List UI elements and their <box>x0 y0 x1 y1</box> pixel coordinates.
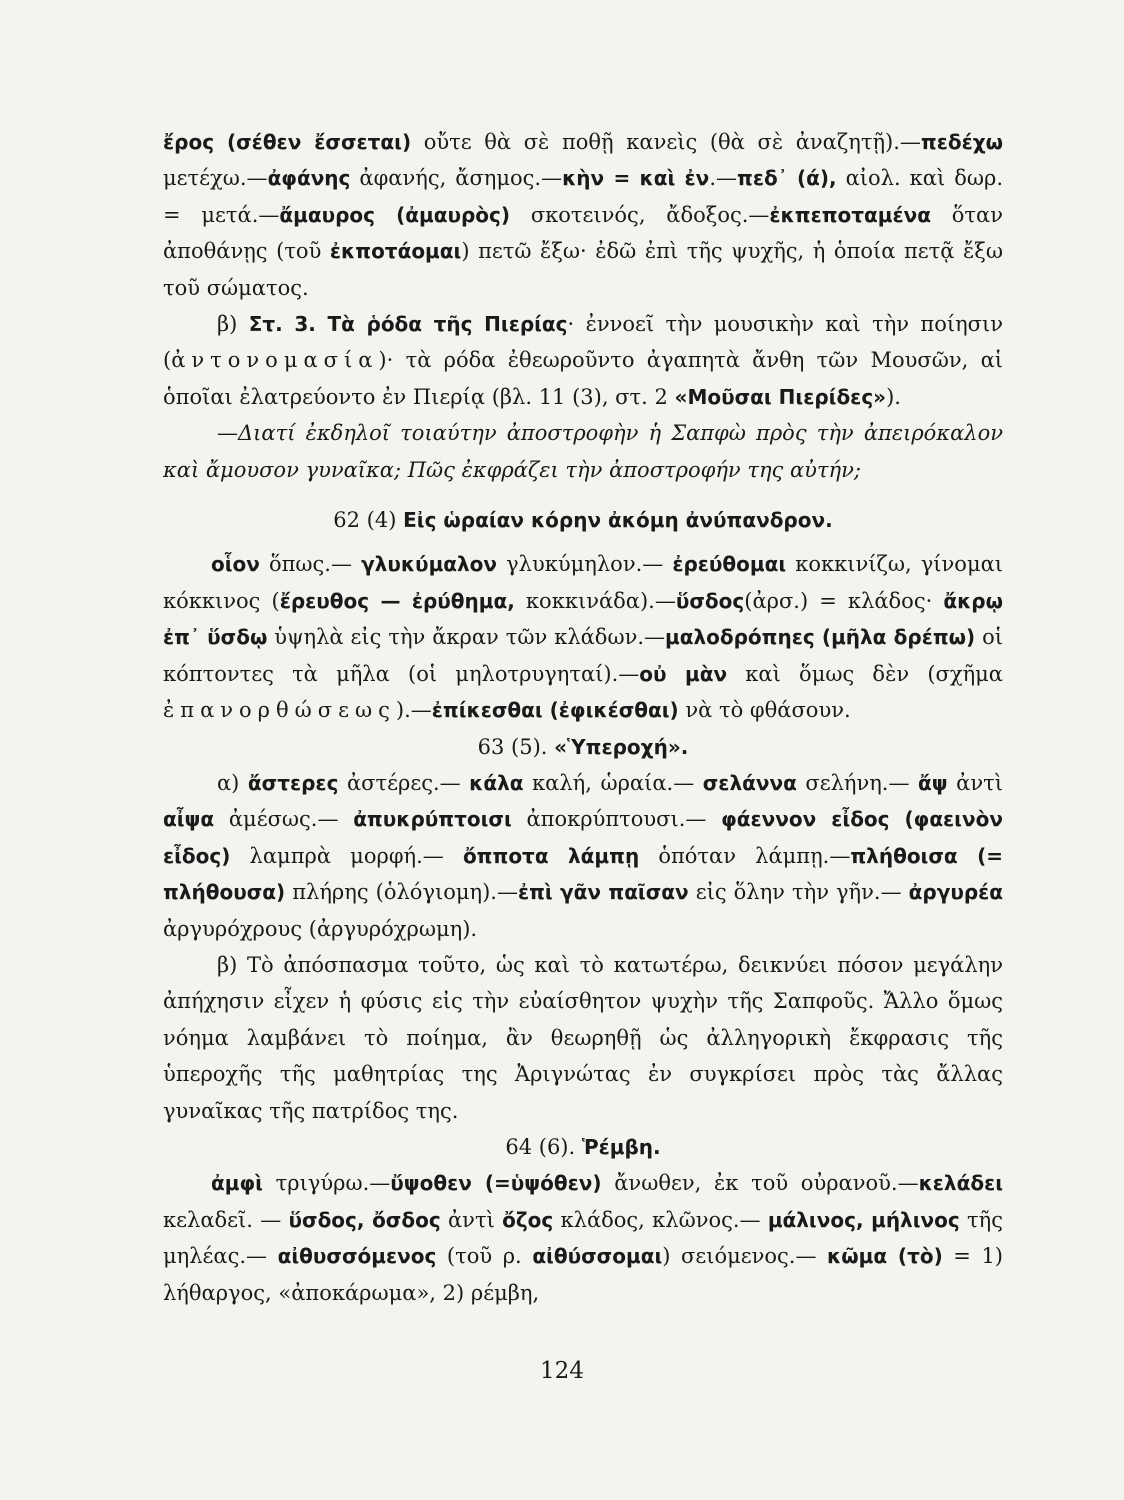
paragraph-glossary-62: οἷον ὅπως.— γλυκύμαλον γλυκύμηλον.— ἐρεύθομαι κοκκινίζω, γίνομαι κόκκινος (ἔρευθος — ἐρύθημα, κοκκινάδα).—ὕσδος(ἀρσ.) = κλάδος· ἄκρῳ ἐπ᾽ ὕσδῳ ὑψηλὰ εἰς τὴν ἄκραν τῶν κλάδων.—μαλοδρόπηες (μῆλα δρέπω) οἱ κόπτοντες τὰ μῆλα (οἱ μηλοτρυγηταί).—οὐ μὰν καὶ ὅμως δὲν (σχῆμα ἐπανορθώσεως).—ἐπίκεσθαι (ἐφικέσθαι) νὰ τὸ φθάσουν. <box>163 552 1004 723</box>
term: ἄψ <box>918 770 948 795</box>
term: πεδ᾽ (ά), <box>737 166 837 191</box>
term: μάλινος, μήλινος <box>767 1207 960 1232</box>
term: κὴν = καὶ ἐν <box>562 166 710 191</box>
paragraph-glossary-61: ἔρος (σέθεν ἔσσεται) οὔτε θὰ σὲ ποθῇ κανεὶς (θὰ σὲ ἀναζητῇ).—πεδέχω μετέχω.—ἀφάνης ἀφανής, ἄσημος.—κὴν = καὶ ἐν.—πεδ᾽ (ά), αἰολ. καὶ δωρ. = μετά.—ἄμαυρος (ἀμαυρὸς) σκοτεινός, ἄδοξος.—ἐκπεποταμένα ὅταν ἀποθάνῃς (τοῦ ἐκποτάομαι) πετῶ ἔξω· ἐδῶ ἐπὶ τῆς ψυχῆς, ἡ ὁποία πετᾷ ἔξω τοῦ σώματος. <box>163 130 1003 300</box>
term: ὔψοθεν (=ὑψόθεν) <box>390 1171 602 1196</box>
term: ὕσδος <box>675 588 745 613</box>
term: Στ. 3. Τὰ ῥόδα τῆς Πιερίας <box>248 312 568 337</box>
paragraph-glossary-64: ἀμφὶ τριγύρω.—ὔψοθεν (=ὑψόθεν) ἄνωθεν, ἐκ τοῦ οὐρανοῦ.—κελάδει κελαδεῖ. — ὕσδος, ὄσδος ἀντὶ ὄζος κλάδος, κλῶνος.— μάλινος, μήλινος τῆς μηλέας.— αἰθυσσόμενος (τοῦ ρ. αἰθύσσομαι) σειόμενος.— κῶμα (τὸ) = 1) λήθαργος, «ἀποκάρωμα», 2) ρέμβη, <box>163 1171 1003 1305</box>
term: ἔρευθος — ἐρύθημα, <box>279 588 515 613</box>
term: οὐ μὰν <box>639 661 728 686</box>
term: ἄμαυρος (ἀμαυρὸς) <box>279 202 511 227</box>
term: κελάδει <box>918 1171 1003 1196</box>
spaced-term: ἀντονομασία <box>171 348 379 373</box>
section-heading-63: 63 (5). «Ὑπεροχή». <box>477 734 689 759</box>
term: ὕσδος, ὄσδος <box>288 1207 441 1232</box>
term: ἐρεύθομαι <box>672 552 787 577</box>
page-number: 124 <box>540 1358 584 1384</box>
term: «Μοῦσαι Πιερίδες» <box>674 384 887 409</box>
term: κῶμα (τὸ) <box>827 1244 943 1269</box>
term: φάεννον εἶδος (φαεινὸν εἶδος) <box>163 807 1003 868</box>
term: ἐπίκεσθαι (ἐφικέσθαι) <box>431 698 679 723</box>
page-body <box>163 124 1003 1311</box>
term: ἀμφὶ <box>211 1171 263 1196</box>
term: πλήθοισα (= πλήθουσα) <box>163 843 1004 905</box>
term: ἄκρῳ ἐπ᾽ ὕσδῳ <box>163 588 1003 650</box>
term: ἀφάνης <box>267 166 351 191</box>
paragraph-commentary-63b: β) Τὸ ἀπόσπασμα τοῦτο, ὡς καὶ τὸ κατωτέρω, δεικνύει πόσον μεγάλην ἀπήχησιν εἶχεν ἡ φύσις εἰς τὴν εὐαίσθητον ψυχὴν τῆς Σαπφοῦς. Ἄλλο ὅμως νόημα λαμβάνει τὸ ποίημα, ἂν θεωρηθῇ ὡς ἀλληγορικὴ ἔκφρασις τῆς ὑπεροχῆς τῆς μαθητρίας της Ἀριγνώτας ἐν συγκρίσει πρὸς τὰς ἄλλας γυναῖκας τῆς πατρίδος της. <box>163 952 1003 1123</box>
term: ὄζος <box>502 1207 554 1232</box>
paragraph-glossary-63: α) ἄστερες ἀστέρες.— κάλα καλή, ὡραία.— σελάννα σελήνη.— ἄψ ἀντὶ αἶψα ἀμέσως.— ἀπυκρύπτοισι ἀποκρύπτουσι.— φάεννον εἶδος (φαεινὸν εἶδος) λαμπρὰ μορφή.— ὄπποτα λάμπῃ ὁπόταν λάμπῃ.—πλήθοισα (= πλήθουσα) πλήρης (ὁλόγιομη).—ἐπὶ γᾶν παῖσαν εἰς ὅλην τὴν γῆν.— ἀργυρέα ἀργυρόχρους (ἀργυρόχρωμη). <box>163 770 1004 941</box>
term: γλυκύμαλον <box>361 552 498 577</box>
term: αἰθυσσόμενος <box>277 1244 437 1269</box>
term: πεδέχω <box>920 130 1003 154</box>
term: αἶψα <box>163 807 215 832</box>
paragraph-commentary-61b: β) Στ. 3. Τὰ ῥόδα τῆς Πιερίας· ἐννοεῖ τὴν μουσικὴν καὶ τὴν ποίησιν (ἀντονομασία)· τὰ ρόδα ἐθεωροῦντο ἀγαπητὰ ἄνθη τῶν Μουσῶν, αἱ ὁποῖαι ἐλατρεύοντο ἐν Πιερίᾳ (βλ. 11 (3), στ. 2 «Μοῦσαι Πιερίδες»). <box>163 312 1004 409</box>
term: ἔρος (σέθεν ἔσσεται) <box>163 130 412 154</box>
term: μαλοδρόπηες (μῆλα δρέπω) <box>665 625 976 650</box>
term: ἐκποτάομαι <box>329 239 462 264</box>
spaced-term: ἐπανορθώσεως <box>163 698 396 723</box>
term: οἷον <box>211 552 260 577</box>
section-heading-62: 62 (4) Εἰς ὡραίαν κόρην ἀκόμη ἀνύπανδρον. <box>333 508 833 533</box>
term: ἀργυρέα <box>908 880 1004 905</box>
term: αἰθύσσομαι <box>532 1244 663 1269</box>
question-paragraph: —Διατί ἐκδηλοῖ τοιαύτην ἀποστροφὴν ἡ Σαπφὼ πρὸς τὴν ἀπειρόκαλον καὶ ἄμουσον γυναῖκα; Πῶς ἐκφράζει τὴν ἀποστροφήν της αὐτήν; <box>163 421 1003 482</box>
term: ἐκπεποταμένα <box>769 202 931 227</box>
term: κάλα <box>469 770 524 795</box>
term: ἀπυκρύπτοισι <box>353 807 512 832</box>
term: σελάννα <box>702 770 797 795</box>
section-heading-64: 64 (6). Ῥέμβη. <box>505 1134 661 1159</box>
term: ὄπποτα λάμπῃ <box>462 843 640 868</box>
term: ἄστερες <box>247 770 339 795</box>
term: ἐπὶ γᾶν παῖσαν <box>517 880 689 905</box>
